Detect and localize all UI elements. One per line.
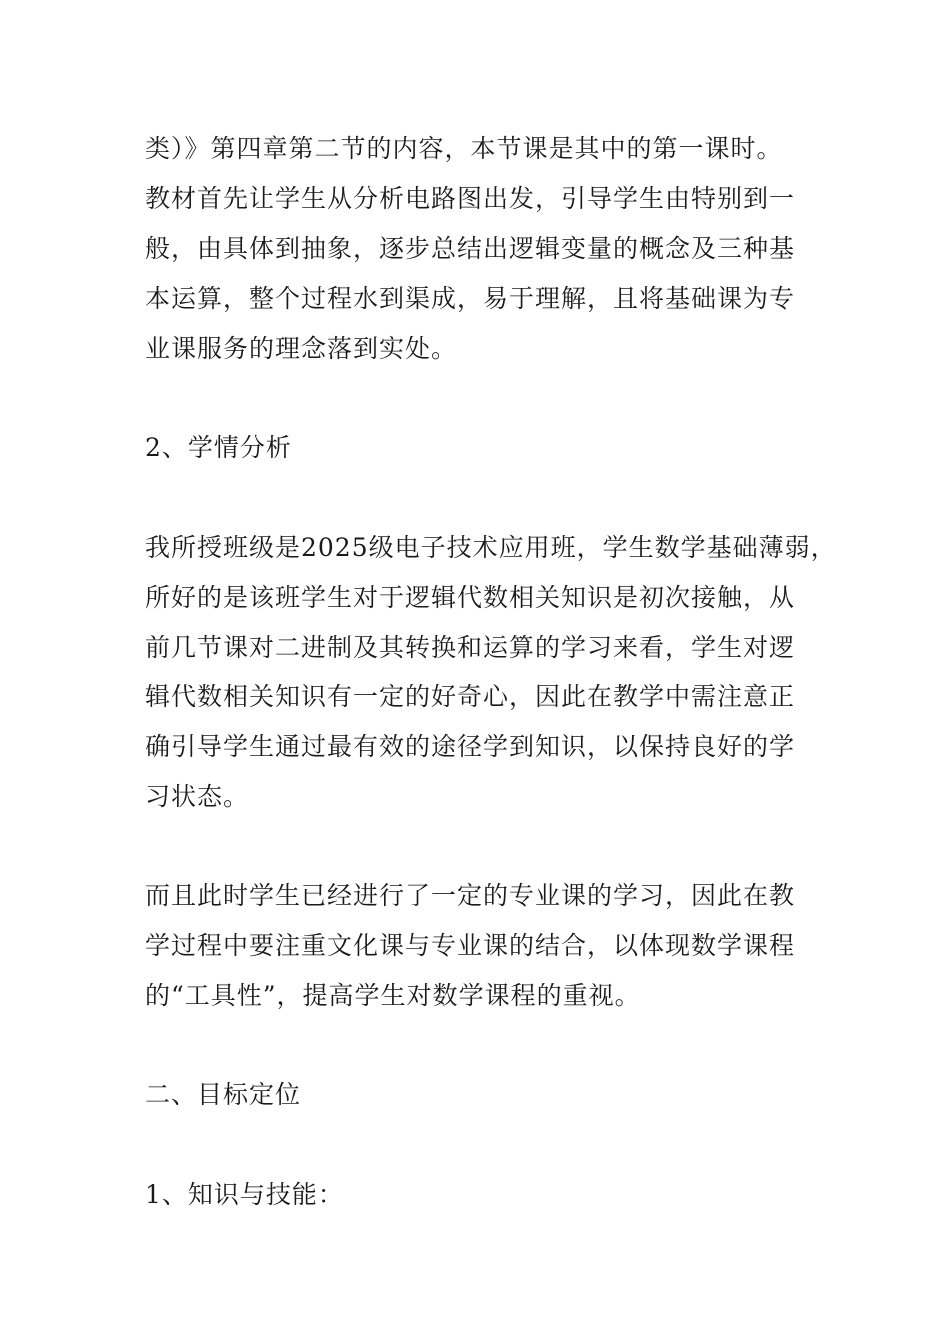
subsection-heading-knowledge: 1、知识与技能： xyxy=(145,1180,344,1209)
paragraph-line: 我所授班级是2025级电子技术应用班，学生数学基础薄弱， xyxy=(145,533,837,562)
paragraph-line: 辑代数相关知识有一定的好奇心，因此在教学中需注意正 xyxy=(145,682,796,711)
section-heading-goals: 二、目标定位 xyxy=(145,1080,302,1109)
paragraph-line: 类）》第四章第二节的内容，本节课是其中的第一课时。 xyxy=(145,134,783,163)
paragraph-line: 所好的是该班学生对于逻辑代数相关知识是初次接触，从 xyxy=(145,583,796,612)
paragraph-line: 习状态。 xyxy=(145,782,250,811)
paragraph-line: 教材首先让学生从分析电路图出发，引导学生由特别到一 xyxy=(145,184,796,213)
section-heading-student-analysis: 2、学情分析 xyxy=(145,433,292,462)
paragraph-line: 而且此时学生已经进行了一定的专业课的学习，因此在教 xyxy=(145,881,796,910)
paragraph-line: 确引导学生通过最有效的途径学到知识，以保持良好的学 xyxy=(145,732,796,761)
paragraph-line: 的“工具性”，提高学生对数学课程的重视。 xyxy=(145,981,641,1010)
paragraph-line: 业课服务的理念落到实处。 xyxy=(145,334,458,363)
paragraph-line: 本运算，整个过程水到渠成，易于理解，且将基础课为专 xyxy=(145,284,796,313)
paragraph-line: 前几节课对二进制及其转换和运算的学习来看，学生对逻 xyxy=(145,633,796,662)
paragraph-line: 般，由具体到抽象，逐步总结出逻辑变量的概念及三种基 xyxy=(145,234,796,263)
paragraph-line: 学过程中要注重文化课与专业课的结合，以体现数学课程 xyxy=(145,931,796,960)
